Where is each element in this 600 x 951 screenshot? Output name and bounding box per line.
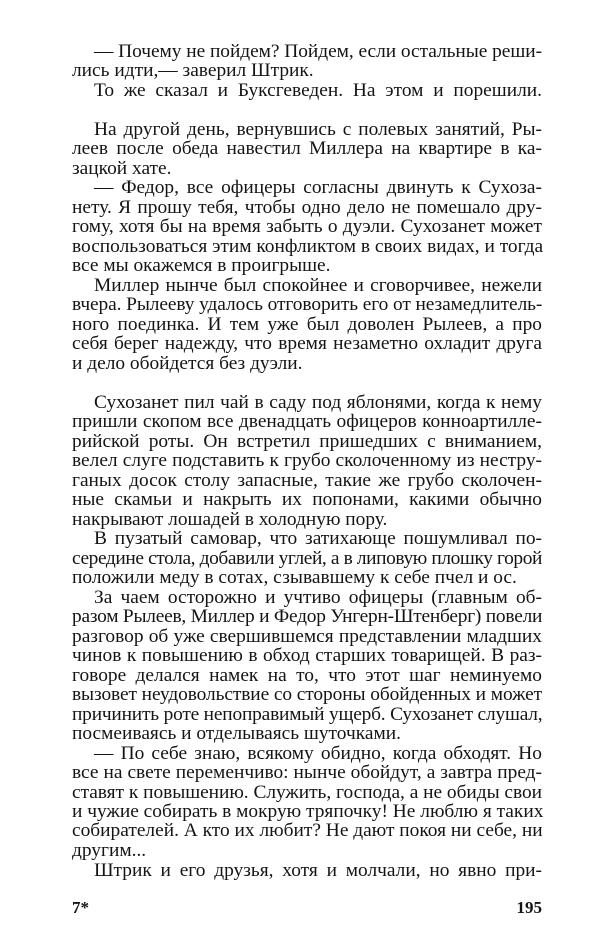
text-line: За чаем осторожно и учтиво офицеры (главным об- <box>94 586 542 608</box>
text-line: гому, хотя бы на время забыть о дуэли. Сухозанет может <box>72 216 542 238</box>
paragraph-5 <box>72 276 542 373</box>
paragraph-6 <box>72 393 542 529</box>
text-line: рийской роты. Он встретил пришедших с вниманием, <box>72 430 542 452</box>
text-line: все мы окажемся в проигрыше. <box>72 255 331 277</box>
text-line: вчера. Рылееву удалось отговорить его от незамедлитель- <box>72 294 543 316</box>
paragraph-3 <box>72 120 542 178</box>
text-line: разговор об уже свершившемся представлении младших <box>72 625 542 647</box>
paragraph-10 <box>72 861 542 880</box>
text-line: велел слуге подставить к грубо сколоченному из нестру- <box>72 450 542 472</box>
text-line: То же сказал и Буксгеведен. На этом и порешили. <box>94 79 542 101</box>
text-line: ставят к повышению. Служить, господа, а не обиды свои <box>72 781 542 803</box>
text-line: зацкой хате. <box>72 157 172 179</box>
text-line: накрывают лошадей в холодную пору. <box>72 508 388 530</box>
paragraph-8 <box>72 588 542 744</box>
text-line: чинов к повышению в обход старших товарищей. В раз- <box>72 645 542 667</box>
text-line: причинить роте непоправимый ущерб. Сухозанет слушал, <box>72 703 543 725</box>
text-line: ганых досок столу запасные, такие же грубо сколочен- <box>72 469 542 491</box>
text-line: разом Рылеев, Миллер и Федор Унгерн-Штенберг) повели <box>72 606 543 628</box>
paragraph-1 <box>72 42 542 81</box>
text-line: леев после обеда навестил Миллера на квартире в ка- <box>72 138 542 160</box>
paragraph-2 <box>72 81 542 100</box>
text-line: посмеиваясь и отделываясь шуточками. <box>72 723 401 744</box>
page-number: 195 <box>516 898 542 917</box>
paragraph-4 <box>72 178 542 275</box>
text-line: другим... <box>72 839 147 861</box>
text-line: Штрик и его друзья, хотя и молчали, но явно при- <box>94 859 542 881</box>
text-line: нету. Я прошу тебя, чтобы одно дело не помешало дру- <box>72 196 542 218</box>
text-line: ного поединка. И тем уже был доволен Рылеев, а про <box>72 313 542 335</box>
text-line: и дело обойдется без дуэли. <box>72 352 303 374</box>
text-line: вызовет неудовольствие со стороны обойденных и может <box>72 684 542 706</box>
text-line: себя берег надежду, что время незаметно охладит друга <box>72 333 542 355</box>
text-line: середине стола, добавили углей, а в липовую плошку горой <box>72 547 542 569</box>
text-line: — Федор, все офицеры согласны двинуть к Сухоза- <box>94 177 542 199</box>
text-line: Миллер нынче был спокойнее и сговорчивее, нежели <box>94 274 542 296</box>
text-line: собирателей. А кто их любит? Не дают покоя ни себе, ни <box>72 820 543 842</box>
text-line: ные скамьи и накрыть их попонами, какими обычно <box>72 489 542 511</box>
text-line: На другой день, вернувшись с полевых занятий, Ры- <box>94 118 542 140</box>
text-line: воспользоваться этим конфликтом в своих видах, и тогда <box>72 235 544 257</box>
text-line: — Почему не пойдем? Пойдем, если остальные реши- <box>94 41 542 62</box>
text-line: все на свете переменчиво: нынче обойдут, а завтра пред- <box>72 762 542 784</box>
text-line: положили меду в сотах, сзывавшему к себе пчел и ос. <box>72 567 517 589</box>
text-line: В пузатый самовар, что затихающе пошумливал по- <box>94 528 542 550</box>
paragraph-7 <box>72 529 542 587</box>
text-line: Сухозанет пил чай в саду под яблонями, когда к нему <box>94 391 542 413</box>
paragraph-9 <box>72 744 542 861</box>
text-line: лись идти,— заверил Штрик. <box>72 60 314 82</box>
text-line: говоре делался намек на то, что этот шаг неминуемо <box>72 664 542 686</box>
printer-signature: 7* <box>72 898 89 917</box>
text-line: и чужие собирать в мокрую тряпочку! Не люблю я таких <box>72 801 544 822</box>
text-line: пришли скопом все двенадцать офицеров конноартилле- <box>72 411 542 433</box>
text-line: — По себе знаю, всякому обидно, когда обходят. Но <box>94 742 542 764</box>
